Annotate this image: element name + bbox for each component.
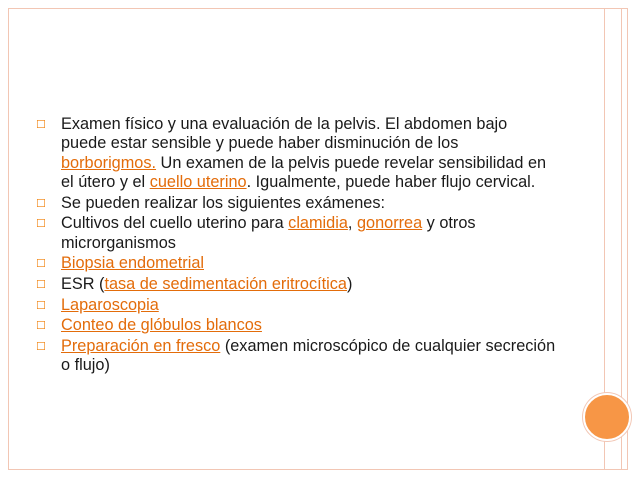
bullet-list [36,115,556,377]
item-text: ESR ( [61,274,105,293]
link-borborigmos[interactable]: borborigmos. [61,153,157,172]
item-text: Se pueden realizar los siguientes exámenes: [61,193,386,212]
link-gonorrea[interactable]: gonorrea [356,214,423,233]
checkbox-bullet-icon: ☐ [36,277,46,291]
checkbox-bullet-icon: ☐ [36,118,46,131]
list-item [36,296,556,315]
list-item [36,275,556,294]
list-item [36,214,556,253]
link-preparacion-en-fresco[interactable]: Preparación en fresco [61,337,221,355]
checkbox-bullet-icon: ☐ [36,196,46,210]
checkbox-bullet-icon: ☐ [36,298,46,312]
list-item [36,115,556,192]
link-clamidia[interactable]: clamidia [288,214,348,233]
item-text: Examen físico y una evaluación de la pelvis. El abdomen bajo puede estar sensible y puede haber disminución de los [61,115,508,153]
checkbox-bullet-icon: ☐ [36,340,46,353]
link-biopsia-endometrial[interactable]: Biopsia endometrial [61,254,204,273]
item-text: ) [346,274,353,293]
item-text: Un examen de la pelvis puede revelar sensibilidad en el útero y el [61,153,547,191]
link-tasa-sedimentacion[interactable]: tasa de sedimentación eritrocítica [104,274,347,293]
list-item [36,254,556,273]
link-cuello-uterino[interactable]: cuello uterino [149,172,247,191]
item-text: . Igualmente, puede haber flujo cervical. [246,172,536,191]
item-text: y otros microrganismos [61,214,476,252]
item-text: (examen microscópico de cualquier secreción o flujo) [61,337,556,375]
link-laparoscopia[interactable]: Laparoscopia [61,295,159,314]
checkbox-bullet-icon: ☐ [36,319,46,333]
list-item [36,316,556,335]
list-item [36,337,556,376]
item-text: Cultivos del cuello uterino para [61,214,289,233]
item-text: , [347,214,357,233]
checkbox-bullet-icon: ☐ [36,257,46,271]
orange-circle-decoration [583,393,631,441]
link-conteo-globulos-blancos[interactable]: Conteo de glóbulos blancos [61,316,262,335]
checkbox-bullet-icon: ☐ [36,217,46,231]
list-item [36,194,556,213]
